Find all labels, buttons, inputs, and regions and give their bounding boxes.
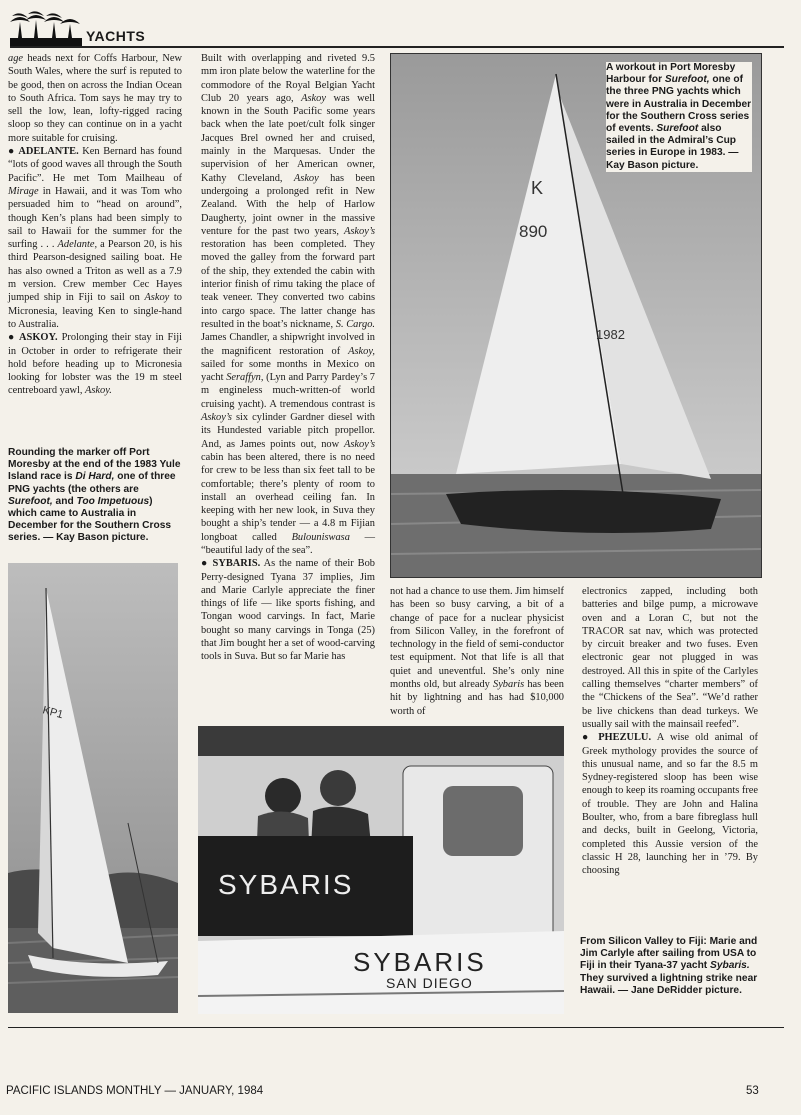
paragraph: not had a chance to use them. Jim himself has been so busy carving, a bit of a change of pace for a nuclear physicist from Silicon Valley, in the forefront of technology in the field of semi-conductor test equipment. Not that life is all that quiet and uneventful. She’s only nine months old, but already Sybaris has been hit by lightning and has had $10,000 worth of [390, 586, 564, 717]
dihard-photo [8, 563, 178, 1013]
surefoot-caption: A workout in Port Moresby Harbour for Surefoot, one of the three PNG yachts which were in Australia in December for the Southern Cross series of events. Surefoot also sailed in the Admiral’s Cup series in Europe in 1983. — Kay Bason picture. [606, 62, 752, 171]
sybaris-photo [198, 726, 564, 1014]
column-2-text [201, 52, 375, 712]
paragraph: Built with overlapping and riveted 9.5 mm iron plate below the waterline for the commodore of the Royal Belgian Yacht Club 20 years ago, Askoy was well known in the South Pacific some years back when the late poet/cult folk singer Jacques Brel owned her and cruised, mainly in the Marquesas. Under the supervision of her American owner, Kathy Cleveland, Askoy has been undergoing a prolonged refit in New Zealand. With the help of Harlow Daugherty, joint owner in the massive venture for the past two years, Askoy’s restoration has been completed. They moved the galley from the forward part of the ship, they extended the cabin with interior finish of rimu taking the place of teak veneer. They converted two cabins into cargo space. The latter change has resulted in the boat’s nickname, S. Cargo. James Chandler, a shipwright involved in the magnificent restoration of Askoy, sailed for some months in Mexico on yacht Seraffyn, (Lyn and Parry Pardey’s 7 m engineless much-written-of world cruising yacht). A tremendous contrast is Askoy’s six cylinder Gardner diesel with its Hundested variable pitch propellor. And, as James points out, now Askoy’s cabin has been altered, there is no need for crew to be less than six feet tall to be comfortable; there’s plenty of room to install an overhead ceiling fan. In keeping with her new look, in Suva they bought a ship’s tender — a 4.8 m Fijian longboat called Bulouniswasa — “beautiful lady of the sea”. [201, 53, 376, 556]
footer-page-number: 53 [746, 1085, 759, 1097]
paragraph: age heads next for Coffs Harbour, New South Wales, where the surf is reputed to be good, then on across the Indian Ocean to South Africa. Tom says he may try to sell the low, lean, lofty-rigged racing sloop so they can continue on in a yacht more suitable for cruising. [8, 53, 182, 144]
sybaris-dodger-name: SYBARIS [218, 869, 354, 900]
section-title: YACHTS [86, 28, 146, 44]
column-3-text [390, 585, 564, 717]
dihard-sail-number: KP1 [41, 704, 65, 722]
sybaris-transom-port: SAN DIEGO [386, 975, 473, 991]
dihard-caption: Rounding the marker off Port Moresby at the end of the 1983 Yule Island race is Di Hard, one of three PNG yachts (the others are Surefoot, and Too Impetuous) which came to Australia in December for the Southern Cross series. — Kay Bason picture. [8, 447, 181, 544]
surefoot-sail-letter: K [531, 178, 544, 198]
column-4-text [582, 585, 758, 915]
sybaris-caption: From Silicon Valley to Fiji: Marie and Jim Carlyle after sailing from USA to Fiji in their Tyana-37 yacht Sybaris. They survived a lightning strike near Hawaii. — Jane DeRidder picture. [580, 936, 758, 996]
paragraph: electronics zapped, including both batteries and bilge pump, a microwave oven and a Loran C, but not the TRACOR sat nav, which was protected by circuit breaker and two fuses. Even electronic gear not plugged in was destroyed. All this in spite of the Carlyles calling themselves “charter members” of the “Chickens of the Sea”. “We’d rather be live chickens than dead turkeys. We usually sail with the mainsail reefed”. [582, 586, 758, 730]
palm-tree-logo-icon [10, 8, 82, 46]
footer-rule [8, 1027, 784, 1028]
paragraph: ● SYBARIS. As the name of their Bob Perry-designed Tyana 37 implies, Jim and Marie Carlyle appreciate the finer things of life — like sports fishing, and Tongan wood carvings. In fact, Marie bought so many carvings in Tonga (25) that Jim bought her a set of wood-carving tools in Suva. But so far Marie has [201, 558, 376, 663]
column-1-text [8, 52, 182, 414]
surefoot-sail-number: 890 [519, 222, 548, 241]
footer-publication: PACIFIC ISLANDS MONTHLY — JANUARY, 1984 [6, 1085, 264, 1097]
paragraph: ● ASKOY. Prolonging their stay in Fiji in October in order to refrigerate their hold before heading up to Micronesia looking for lobster was the 19 m steel centreboard yawl, Askoy. [8, 332, 182, 397]
header-rule [10, 46, 784, 48]
header-logo [10, 8, 82, 46]
paragraph: ● ADELANTE. Ken Bernard has found “lots of good waves all through the South Pacific”. He met Tom Mailheau of Mirage in Hawaii, and it was Tom who persuaded him to “head on around”, though Ken’s plans had been simply to sail to Hawaii for the summer for the surfing . . . Adelante, a Pearson 20, is his third Pearson-designed sailing boat. He has also owned a Triton as well as a 7.9 m version. Crew member Cec Hayes jumped ship in Fiji to sail on Askoy to Micronesia, leaving Ken to single-hand to Australia. [8, 146, 182, 330]
surefoot-sail-number-2: 1982 [596, 327, 625, 342]
paragraph: ● PHEZULU. A wise old animal of Greek mythology provides the source of this unusual name, and so far the 8.5 m Sydney-registered sloop has been wise enough to keep its roaming occupants free of trouble. They are John and Halina Boulter, who, from a bare fibreglass hull and decks, built in Geelong, Victoria, completed this Aussie version of the classic H 28, launching her in ’79. By choosing [582, 732, 759, 877]
sybaris-transom-name: SYBARIS [353, 947, 487, 977]
